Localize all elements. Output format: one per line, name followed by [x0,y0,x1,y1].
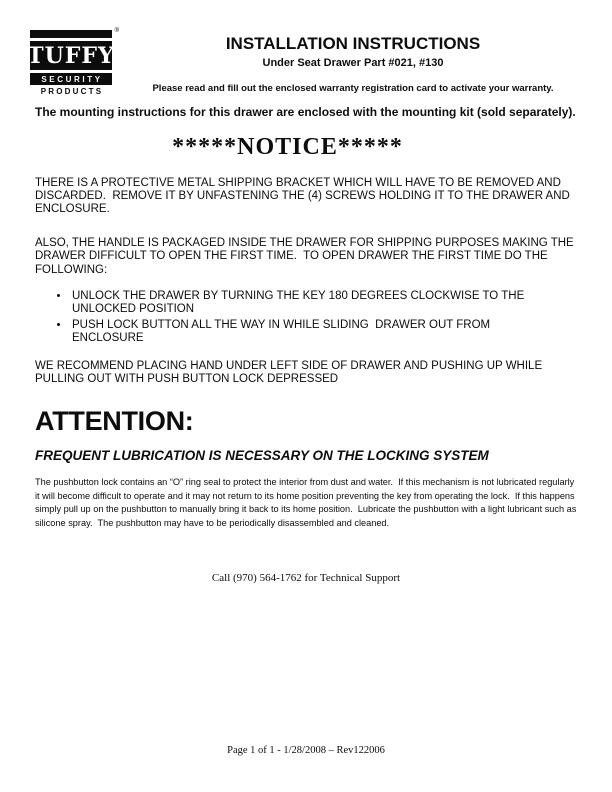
document-title: INSTALLATION INSTRUCTIONS [225,34,481,53]
header-text-block [126,30,580,96]
list-item-unlock-step: • UNLOCK THE DRAWER BY TURNING THE KEY 180 DEGREES CLOCKWISE TO THE UNLOCKED POSITION [70,290,560,317]
document-body [35,105,580,530]
first-time-open-steps [35,290,560,346]
paragraph-shipping-bracket: THERE IS A PROTECTIVE METAL SHIPPING BRACKET WHICH WILL HAVE TO BE REMOVED AND DISCARDED. REMOVE IT BY UNFASTENING THE (4) SCREWS HOLDING IT TO THE DRAWER AND ENCLOSURE. [35,176,574,216]
logo-products-text: PRODUCTS [40,87,104,96]
notice-heading: *****NOTICE***** [172,133,403,160]
technical-support-line: Call (970) 564-1762 for Technical Support [211,572,401,584]
list-item-push-lock-step: • PUSH LOCK BUTTON ALL THE WAY IN WHILE SLIDING DRAWER OUT FROM ENCLOSURE [70,319,560,346]
warranty-note: Please read and fill out the enclosed warranty registration card to activate your warranty. [152,82,554,94]
lubrication-heading: FREQUENT LUBRICATION IS NECESSARY ON THE LOCKING SYSTEM [35,448,489,464]
logo-top-bar [30,30,112,38]
paragraph-lubrication-details: The pushbutton lock contains an “O” ring seal to protect the interior from dust and water. If this mechanism is not lubricated regularly it will become difficult to operate and it may not return to its home position preventing the key from operating the lock. If this happens simply pull up on the pushbutton to manually bring it back to its home position. Lubricate the pushbutton with a light lubricant such as silicone spray. The pushbutton may have to be periodically disassembled and cleaned. [35,477,579,528]
page-footer: Page 1 of 1 - 1/28/2008 – Rev122006 [227,745,385,756]
paragraph-recommendation: WE RECOMMEND PLACING HAND UNDER LEFT SIDE OF DRAWER AND PUSHING UP WHILE PULLING OUT WITH PUSH BUTTON LOCK DEPRESSED [35,359,546,385]
document-header [27,28,580,96]
logo-security-bar: SECURITY [30,73,112,85]
document-subtitle: Under Seat Drawer Part #021, #130 [262,56,444,69]
paragraph-handle-packaging: ALSO, THE HANDLE IS PACKAGED INSIDE THE DRAWER FOR SHIPPING PURPOSES MAKING THE DRAWER DIFFICULT TO OPEN THE FIRST TIME. TO OPEN DRAWER THE FIRST TIME DO THE FOLLOWING: [35,236,577,276]
attention-heading: ATTENTION: [35,406,194,437]
brand-logo [27,28,119,96]
mounting-note: The mounting instructions for this drawer are enclosed with the mounting kit (sold separately). [35,105,576,119]
logo-brand-text: TUFFY [27,42,115,69]
registered-trademark-icon: ® [114,28,119,34]
